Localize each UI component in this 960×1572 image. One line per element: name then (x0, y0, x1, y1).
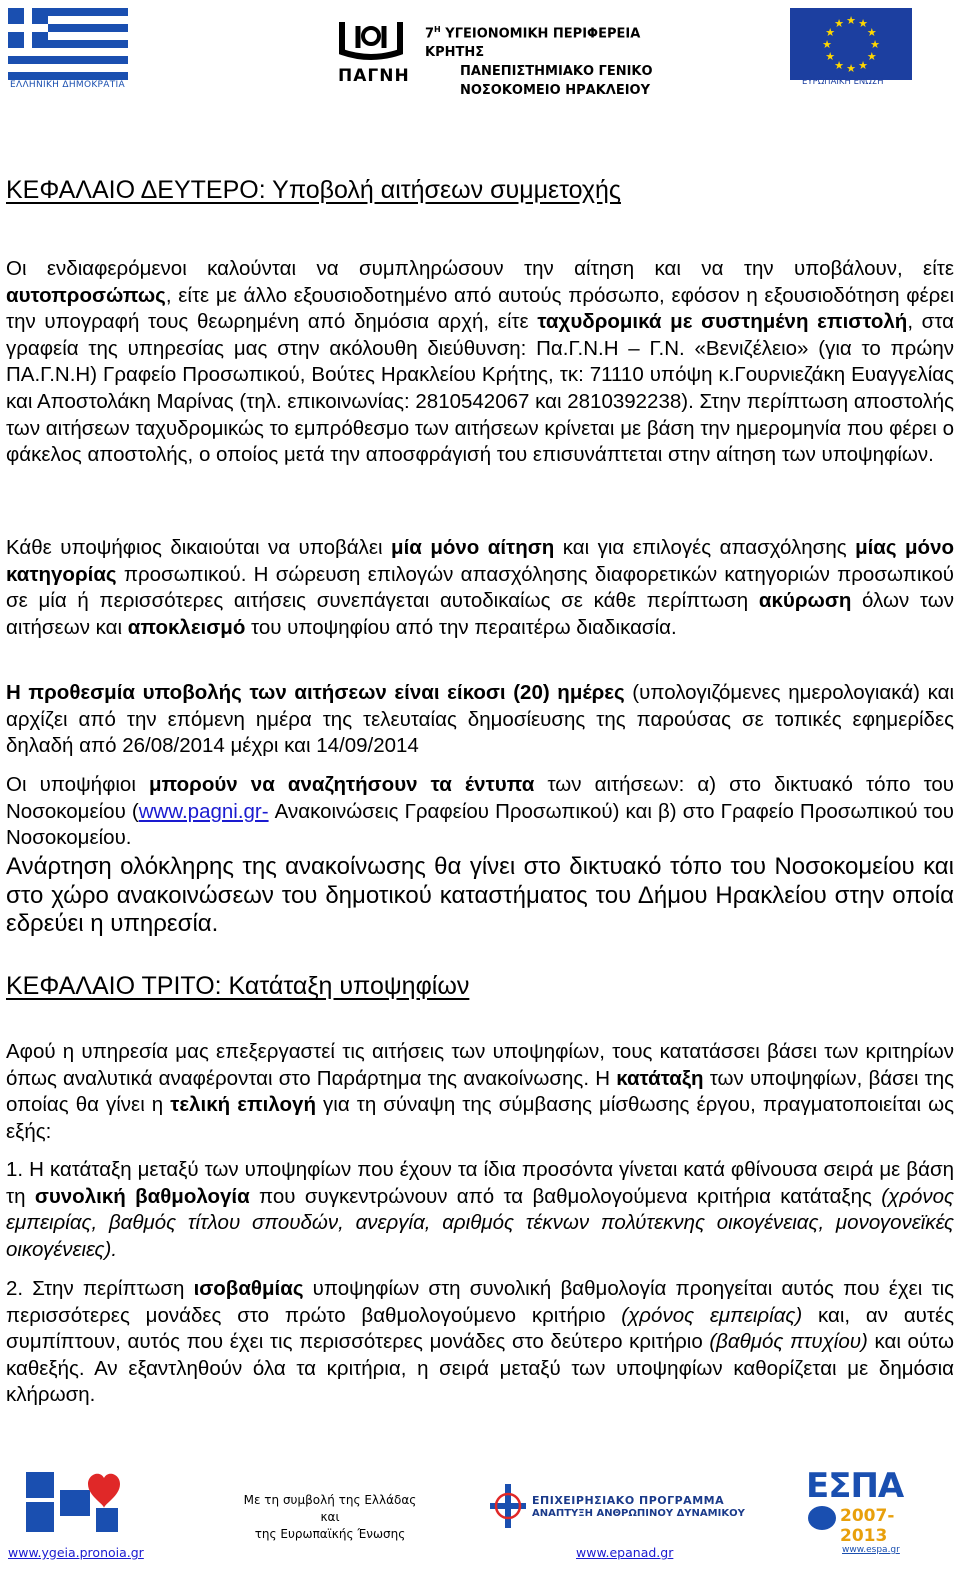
espa-stars-icon (808, 1506, 836, 1530)
pagni-link[interactable]: www.pagni.gr- (138, 799, 269, 823)
eu-star-icon: ★ (825, 51, 836, 63)
espa-logo (806, 1466, 922, 1546)
ministry-link[interactable]: www.ygeia.pronoia.gr (8, 1545, 144, 1560)
eu-star-icon: ★ (825, 27, 836, 39)
chapter-three-title: ΚΕΦΑΛΑΙΟ ΤΡΙΤΟ: Κατάταξη υποψηφίων (6, 972, 470, 1000)
eu-star-icon: ★ (866, 51, 877, 63)
paragraph-ranking: Αφού η υπηρεσία μας επεξεργαστεί τις αιτήσεις των υποψηφίων, τους κατατάσσει βάσει των κριτηρίων όπως αναλυτικά αναφέρονται στο Παράρτημα της ανακοίνωσης. Η κατάταξη των υποψηφίων, βάσει της οποίας θα γίνει η τελική επιλογή για τη σύναψη της σύμβασης μίσθωσης έργου, πραγματοποιείται ως εξής: (6, 1040, 954, 1143)
espa-years: 2007-2013 (840, 1506, 895, 1546)
program-logo (488, 1478, 748, 1534)
chapter-two-title: ΚΕΦΑΛΑΙΟ ΔΕΥΤΕΡΟ: Υποβολή αιτήσεων συμμετοχής (6, 176, 621, 204)
flag-caption: ΕΛΛΗΝΙΚΗ ΔΗΜΟΚΡΑΤΙΑ (10, 80, 125, 90)
eu-star-icon: ★ (858, 59, 868, 72)
paragraph-publication: Ανάρτηση ολόκληρης της ανακοίνωσης θα γίνει στο δικτυακό τόπο του Νοσοκομείου και στο χώρο ανακοινώσεων του δημοτικού καταστήματος του Δήμου Ηρακλείου στην οποία εδρεύει η υπηρεσία. (6, 853, 954, 937)
list-item-ranking-2: 2. Στην περίπτωση ισοβαθμίας υποψηφίων στη συνολική βαθμολογία προηγείται αυτός που έχει τις περισσότερες μονάδες στο πρώτο βαθμολογούμενο κριτήριο (χρόνος εμπειρίας) και, αν αυτές συμπίπτουν, αυτός που έχει τις περισσότερες μονάδες στο δεύτερο κριτήριο (βαθμός πτυχίου) και ούτω καθεξής. Αν εξαντληθούν όλα τα κριτήρια, η σειρά μεταξύ των υποψηφίων καθορίζεται με δημόσια κλήρωση. (6, 1277, 955, 1407)
eu-star-icon: ★ (822, 39, 832, 51)
eu-star-icon: ★ (834, 59, 844, 72)
support-line-1: Με τη συμβολή της Ελλάδας (243, 1493, 417, 1507)
org-name (425, 20, 685, 100)
list-item-ranking-1: 1. Η κατάταξη μεταξύ των υποψηφίων που έχουν τα ίδια προσόντα γίνεται κατά φθίνουσα σειρά με βάση τη συνολική βαθμολογία που συγκεντρώνουν από τα βαθμολογούμενα κριτήρια κατάταξης (χρόνος εμπειρίας, βαθμός τίτλου σπουδών, ανεργία, αριθμός τέκνων πολύτεκνης οικογένειας, μονογονεϊκές οικογένειες). (6, 1158, 954, 1261)
paragraph-single-application: Κάθε υποψήφιος δικαιούται να υποβάλει μία μόνο αίτηση και για επιλογές απασχόλησης μίας μόνο κατηγορίας προσωπικού. Η σώρευση επιλογών απασχόλησης διαφορετικών κατηγοριών προσωπικού σε μία ή περισσότερες αιτήσεις συνεπάγεται αυτοδικαίως σε κάθε περίπτωση ακύρωση όλων των αιτήσεων και αποκλεισμό του υποψηφίου από την περαιτέρω διαδικασία. (6, 536, 955, 639)
eu-star-icon: ★ (866, 27, 877, 39)
support-line-2: και (320, 1510, 340, 1524)
espa-text: ΕΣΠΑ (806, 1466, 904, 1506)
ministry-logo (26, 1462, 122, 1538)
eu-star-icon: ★ (858, 18, 868, 31)
eu-star-icon: ★ (846, 63, 856, 75)
greek-flag (8, 8, 128, 80)
eu-flag (790, 8, 912, 80)
eu-star-icon: ★ (846, 15, 856, 27)
paragraph-deadline: Η προθεσμία υποβολής των αιτήσεων είναι είκοσι (20) ημέρες (υπολογιζόμενες ημερολογιακά) και αρχίζει από την επόμενη ημέρα της τελευταίας δημοσίευσης της παρούσας σε τοπικές εφημερίδες δηλαδή από 26/08/2014 μέχρι και 14/09/2014 (6, 681, 954, 758)
support-text (240, 1492, 420, 1543)
org-line-1: $7^H$ ΥΓΕΙΟΝΟΜΙΚΗ ΠΕΡΙΦΕΡΕΙΑ ΚΡΗΤΗΣ (425, 25, 641, 61)
program-link[interactable]: www.epanad.gr (576, 1545, 674, 1560)
hospital-logo (338, 18, 410, 86)
espa-link[interactable]: www.espa.gr (842, 1545, 900, 1555)
paragraph-forms: Οι υποψήφιοι μπορούν να αναζητήσουν τα έντυπα των αιτήσεων: α) στο δικτυακό τόπο του Νοσοκομείου (www.pagni.gr- Ανακοινώσεις Γραφείου Προσωπικού) και β) στο Γραφείο Προσωπικού του Νοσοκομείου. (6, 773, 954, 850)
eu-caption: ΕΥΡΩΠΑΪΚΗ ΕΝΩΣΗ (802, 77, 884, 87)
paragraph-submission: Οι ενδιαφερόμενοι καλούνται να συμπληρώσουν την αίτηση και να την υποβάλουν, είτε αυτοπροσώπως, είτε με άλλο εξουσιοδοτημένο από αυτούς πρόσωπο, εφόσον η εξουσιοδότηση φέρει την υπογραφή τους θεωρημένη από δημόσια αρχή, είτε ταχυδρομικά με συστημένη επιστολή, στα γραφεία της υπηρεσίας μας στην ακόλουθη διεύθυνση: Πα.Γ.Ν.Η – Γ.Ν. «Βενιζέλειο» (για το πρώην ΠΑ.Γ.Ν.Η) Γραφείο Προσωπικού, Βούτες Ηρακλείου Κρήτης, τκ: 71110 υπόψη κ.Γουρνιεζάκη Ευαγγελίας και Αποστολάκη Μαρίνας (τηλ. επικοινωνίας: 2810542067 και 2810392238). Στην περίπτωση αποστολής των αιτήσεων ταχυδρομικώς το εμπρόθεσμο των αιτήσεων κρίνεται με βάση την ημερομηνία που φέρει ο φάκελος αποστολής, ο οποίος μετά την αποσφράγισή του επισυνάπτεται στην αίτηση των υποψηφίων. (6, 257, 954, 467)
hospital-logo-text: ΠΑΓΝΗ (338, 66, 410, 86)
org-line-3: ΝΟΣΟΚΟΜΕΙΟ ΗΡΑΚΛΕΙΟΥ (460, 83, 651, 99)
program-line-2: ΑΝΑΠΤΥΞΗ ΑΝΘΡΩΠΙΝΟΥ ΔΥΝΑΜΙΚΟΥ (532, 1508, 745, 1519)
program-line-1: ΕΠΙΧΕΙΡΗΣΙΑΚΟ ΠΡΟΓΡΑΜΜΑ (532, 1494, 725, 1507)
eu-star-icon: ★ (870, 39, 880, 51)
org-line-2: ΠΑΝΕΠΙΣΤΗΜΙΑΚΟ ΓΕΝΙΚΟ (460, 64, 653, 80)
support-line-3: της Ευρωπαϊκής Ένωσης (254, 1527, 406, 1541)
eu-star-icon: ★ (834, 18, 844, 31)
